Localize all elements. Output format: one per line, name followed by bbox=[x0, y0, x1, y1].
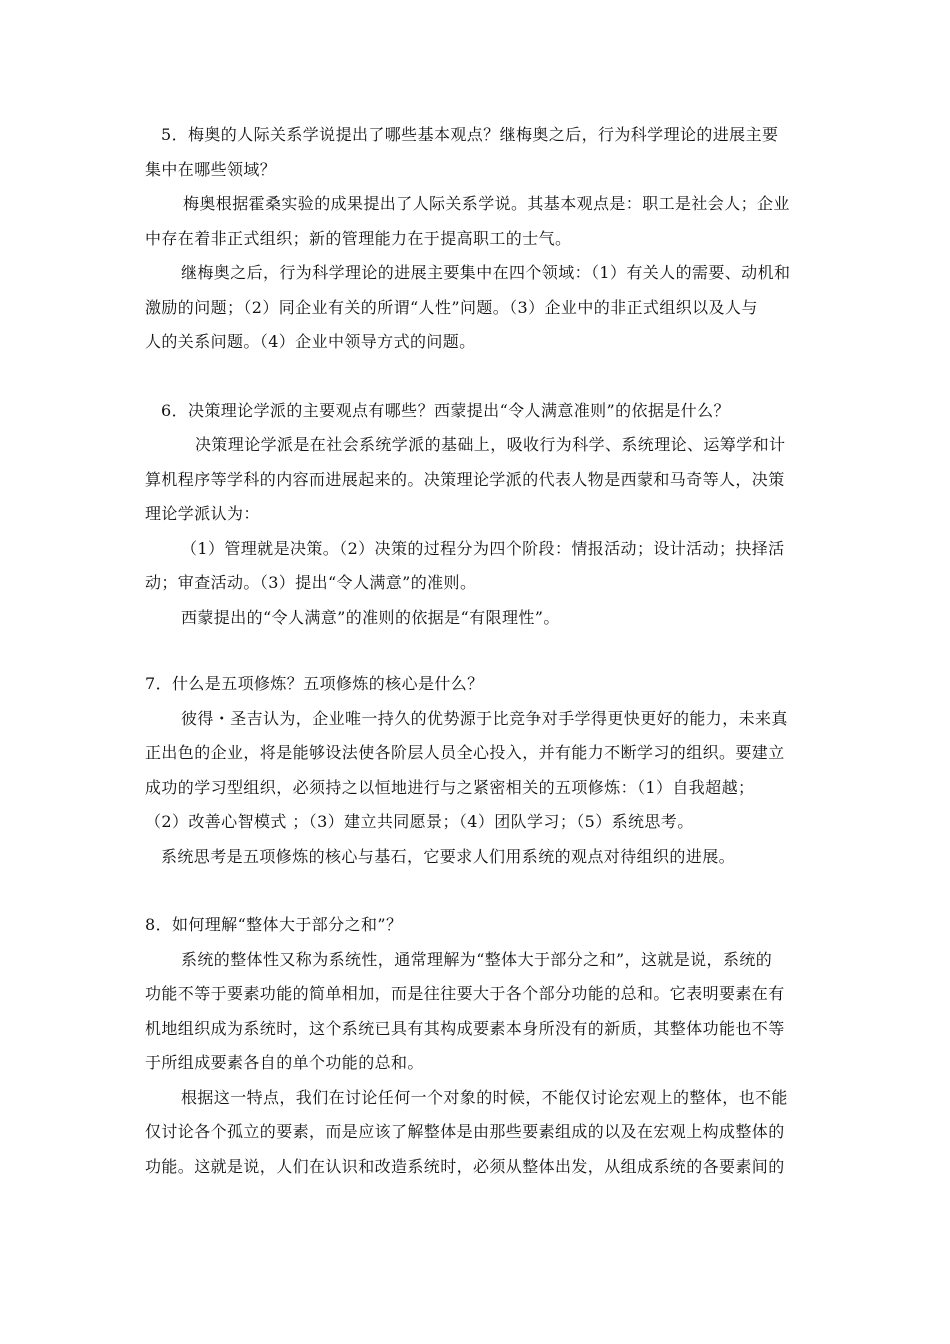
answer-5-p1-line-1: 梅奥根据霍桑实验的成果提出了人际关系学说。其基本观点是：职工是社会人；企业 bbox=[183, 194, 790, 213]
answer-8-p2-line-2: 仅讨论各个孤立的要素，而是应该了解整体是由那些要素组成的以及在宏观上构成整体的 bbox=[145, 1122, 785, 1141]
section-8 bbox=[145, 908, 809, 1184]
question-5-line-1: 5．梅奥的人际关系学说提出了哪些基本观点？继梅奥之后，行为科学理论的进展主要 bbox=[161, 125, 779, 144]
answer-8-p1-line-2: 功能不等于要素功能的简单相加，而是往往要大于各个部分功能的总和。它表明要素在有 bbox=[145, 984, 785, 1003]
answer-8-p2-line-1: 根据这一特点，我们在讨论任何一个对象的时候，不能仅讨论宏观上的整体，也不能 bbox=[181, 1087, 788, 1107]
answer-7-p1-line-3: 成功的学习型组织，必须持之以恒地进行与之紧密相关的五项修炼：（1）自我超越； bbox=[145, 777, 755, 797]
answer-6-p1-line-3: 理论学派认为： bbox=[145, 504, 260, 523]
answer-5-p2-line-1: 继梅奥之后，行为科学理论的进展主要集中在四个领域：（1）有关人的需要、动机和 bbox=[181, 263, 791, 282]
answer-7-p1-line-4: （2）改善心智模式 ；（3）建立共同愿景；（4）团队学习；（5）系统思考。 bbox=[145, 812, 694, 831]
section-6 bbox=[145, 394, 809, 636]
answer-7-p1-line-1: 彼得・圣吉认为，企业唯一持久的优势源于比竞争对手学得更快更好的能力，未来真 bbox=[181, 708, 788, 728]
answer-6-p1-line-1: 决策理论学派是在社会系统学派的基础上，吸收行为科学、系统理论、运筹学和计 bbox=[195, 435, 786, 454]
answer-8-p2-line-3: 功能。这就是说，人们在认识和改造系统时，必须从整体出发，从组成系统的各要素间的 bbox=[145, 1156, 785, 1176]
answer-8-p1-line-3: 机地组织成为系统时，这个系统已具有其构成要素本身所没有的新质，其整体功能也不等 bbox=[145, 1018, 785, 1038]
answer-8-p1-line-4: 于所组成要素各自的单个功能的总和。 bbox=[145, 1053, 424, 1072]
section-7 bbox=[145, 667, 809, 874]
section-5 bbox=[145, 118, 809, 360]
answer-6-p3-line-1: 西蒙提出的“令人满意”的准则的依据是“有限理性”。 bbox=[181, 607, 560, 627]
answer-6-p2-line-2: 动；审查活动。（3）提出“令人满意”的准则。 bbox=[145, 573, 477, 592]
answer-5-p2-line-2: 激励的问题；（2）同企业有关的所谓“人性”问题。（3）企业中的非正式组织以及人与 bbox=[145, 297, 758, 317]
answer-8-p1-line-1: 系统的整体性又称为系统性，通常理解为“整体大于部分之和”，这就是说，系统的 bbox=[181, 949, 773, 969]
answer-5-p1-line-2: 中存在着非正式组织；新的管理能力在于提高职工的士气。 bbox=[145, 228, 572, 248]
question-6-line-1: 6．决策理论学派的主要观点有哪些？西蒙提出“令人满意准则”的依据是什么？ bbox=[161, 400, 730, 420]
question-8-line-1: 8．如何理解“整体大于部分之和”？ bbox=[145, 915, 403, 934]
question-5-line-2: 集中在哪些领域？ bbox=[145, 159, 277, 179]
answer-6-p1-line-2: 算机程序等学科的内容而进展起来的。决策理论学派的代表人物是西蒙和马奇等人，决策 bbox=[145, 469, 785, 489]
document-page bbox=[145, 118, 809, 1184]
answer-5-p2-line-3: 人的关系问题。（4）企业中领导方式的问题。 bbox=[145, 332, 476, 351]
answer-7-p1-line-2: 正出色的企业，将是能够设法使各阶层人员全心投入，并有能力不断学习的组织。要建立 bbox=[145, 743, 785, 762]
answer-7-p2-line-1: 系统思考是五项修炼的核心与基石，它要求人们用系统的观点对待组织的进展。 bbox=[161, 846, 736, 866]
question-7-line-1: 7．什么是五项修炼？五项修炼的核心是什么？ bbox=[145, 674, 484, 693]
answer-6-p2-line-1: （1）管理就是决策。（2）决策的过程分为四个阶段：情报活动；设计活动；抉择活 bbox=[181, 538, 785, 558]
